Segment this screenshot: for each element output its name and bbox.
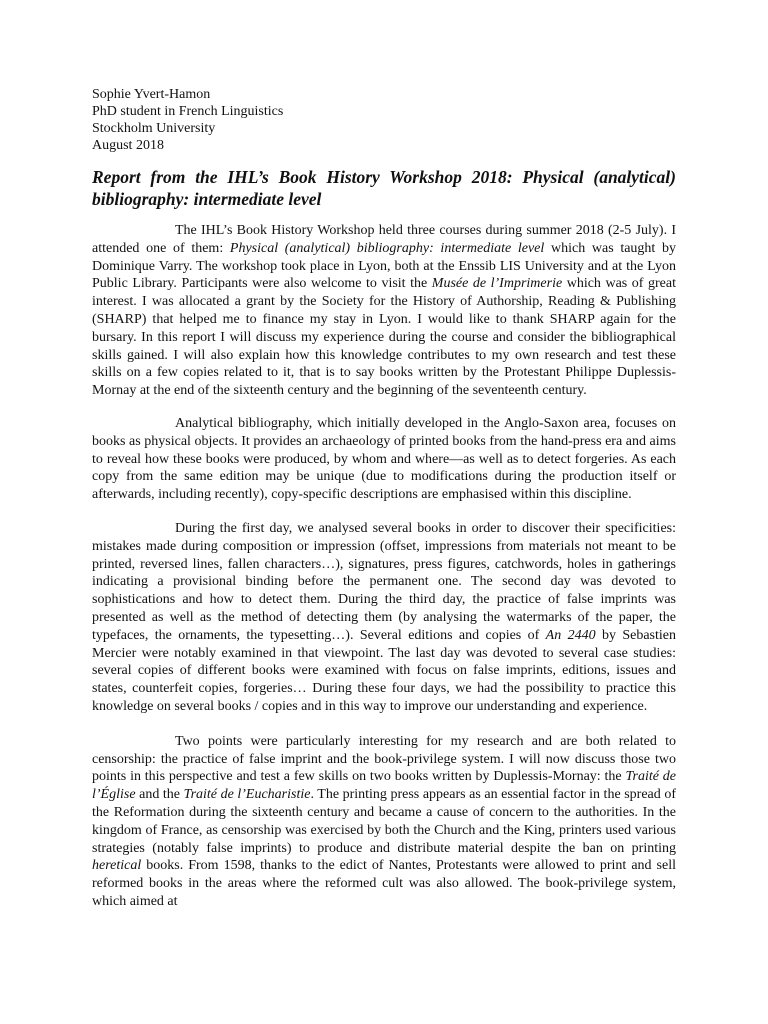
paragraph-intro: [92, 222, 676, 400]
text-run: Two points were particularly interesting for my research and are both related to censorship: the practice of false imprint and the book-privilege system. I will now discuss those two points in this perspective and test a few skills on two books written by Duplessis-Mornay: the: [92, 733, 676, 785]
author-name: Sophie Yvert-Hamon: [92, 87, 211, 102]
author-block: [92, 86, 676, 154]
paragraph-censorship: [92, 733, 676, 911]
book-title: An 2440: [545, 627, 596, 643]
text-run: which was taught by Dominique Varry. The workshop took place in Lyon, both at the Enssib LIS University and at the Lyon Public Library. Participants were also welcome to visit the: [92, 240, 676, 292]
text-run: books. From 1598, thanks to the edict of Nantes, Protestants were allowed to print and sell reformed books in the areas where the reformed cult was also allowed. The book-privilege system, which aimed at: [92, 858, 676, 909]
paragraph-workshop-days: [92, 520, 676, 716]
document-page: [92, 86, 676, 911]
text-run: which was of great interest. I was allocated a grant by the Society for the History of Authorship, Reading & Publishing (SHARP) that helped me to finance my stay in Lyon. I would like to thank SHARP again for the bursary. In this report I will discuss my experience during the course and consider the bibliographical skills gained. I will also explain how this knowledge contributes to my own research and test these skills on a few copies related to it, that is to say books written by the Protestant Philippe Duplessis-Mornay at the end of the sixteenth century and the beginning of the seventeenth century.: [92, 276, 676, 399]
author-institution: Stockholm University: [92, 121, 216, 136]
paragraph-analytical-bibliography: [92, 415, 676, 504]
book-title: Traité de l’Église: [92, 769, 676, 803]
text-run: Analytical bibliography, which initially developed in the Anglo-Saxon area, focuses on books as physical objects. It provides an archaeology of printed books from the hand-press era and aims to reveal how these books were produced, by whom and where—as well as to detect forgeries. As each copy from the same edition may be unique (due to modifications during the production itself or afterwards, including recently), copy-specific descriptions are emphasised within this discipline.: [92, 415, 676, 503]
report-date: August 2018: [92, 138, 164, 153]
author-position: PhD student in French Linguistics: [92, 104, 284, 119]
text-run: by Sebastien Mercier were notably examined in that viewpoint. The last day was devoted to several case studies: several copies of different books were examined with focus on false imprints, editions, issues and states, counterfeit copies, forgeries… During these four days, we had the possibility to practice this knowledge on several books / copies and in this way to improve our understanding and experience.: [92, 627, 676, 714]
emphasized-word: heretical: [92, 858, 142, 874]
report-title: Report from the IHL’s Book History Workshop 2018: Physical (analytical) bibliography: intermediate level: [92, 167, 676, 209]
course-title: Physical (analytical) bibliography: intermediate level: [229, 240, 545, 256]
text-run: and the: [135, 787, 184, 803]
text-run: . The printing press appears as an essential factor in the spread of the Reformation during the sixteenth century and became a cause of concern to the authorities. In the kingdom of France, as censorship was exercised by both the Church and the King, printers used various strategies (notably false imprints) to produce and distribute material despite the ban on printing: [92, 787, 676, 856]
text-run: During the first day, we analysed several books in order to discover their specificities: mistakes made during composition or impression (offset, impressions from materials not meant to be printed, reversed lines, fallen characters…), signatures, press figures, catchwords, holes in gatherings indicating a provisional binding before the permanent one. The second day was devoted to sophistications and how to detect them. During the third day, the practice of false imprints was presented as well as the method of detecting them (by analysing the watermarks of the paper, the typefaces, the ornaments, the typesetting…). Several editions and copies of: [92, 520, 676, 643]
text-run: The IHL’s Book History Workshop held three courses during summer 2018 (2-5 July). I attended one of them:: [92, 223, 676, 256]
museum-name: Musée de l’Imprimerie: [431, 276, 563, 292]
book-title: Traité de l’Eucharistie: [183, 787, 311, 803]
